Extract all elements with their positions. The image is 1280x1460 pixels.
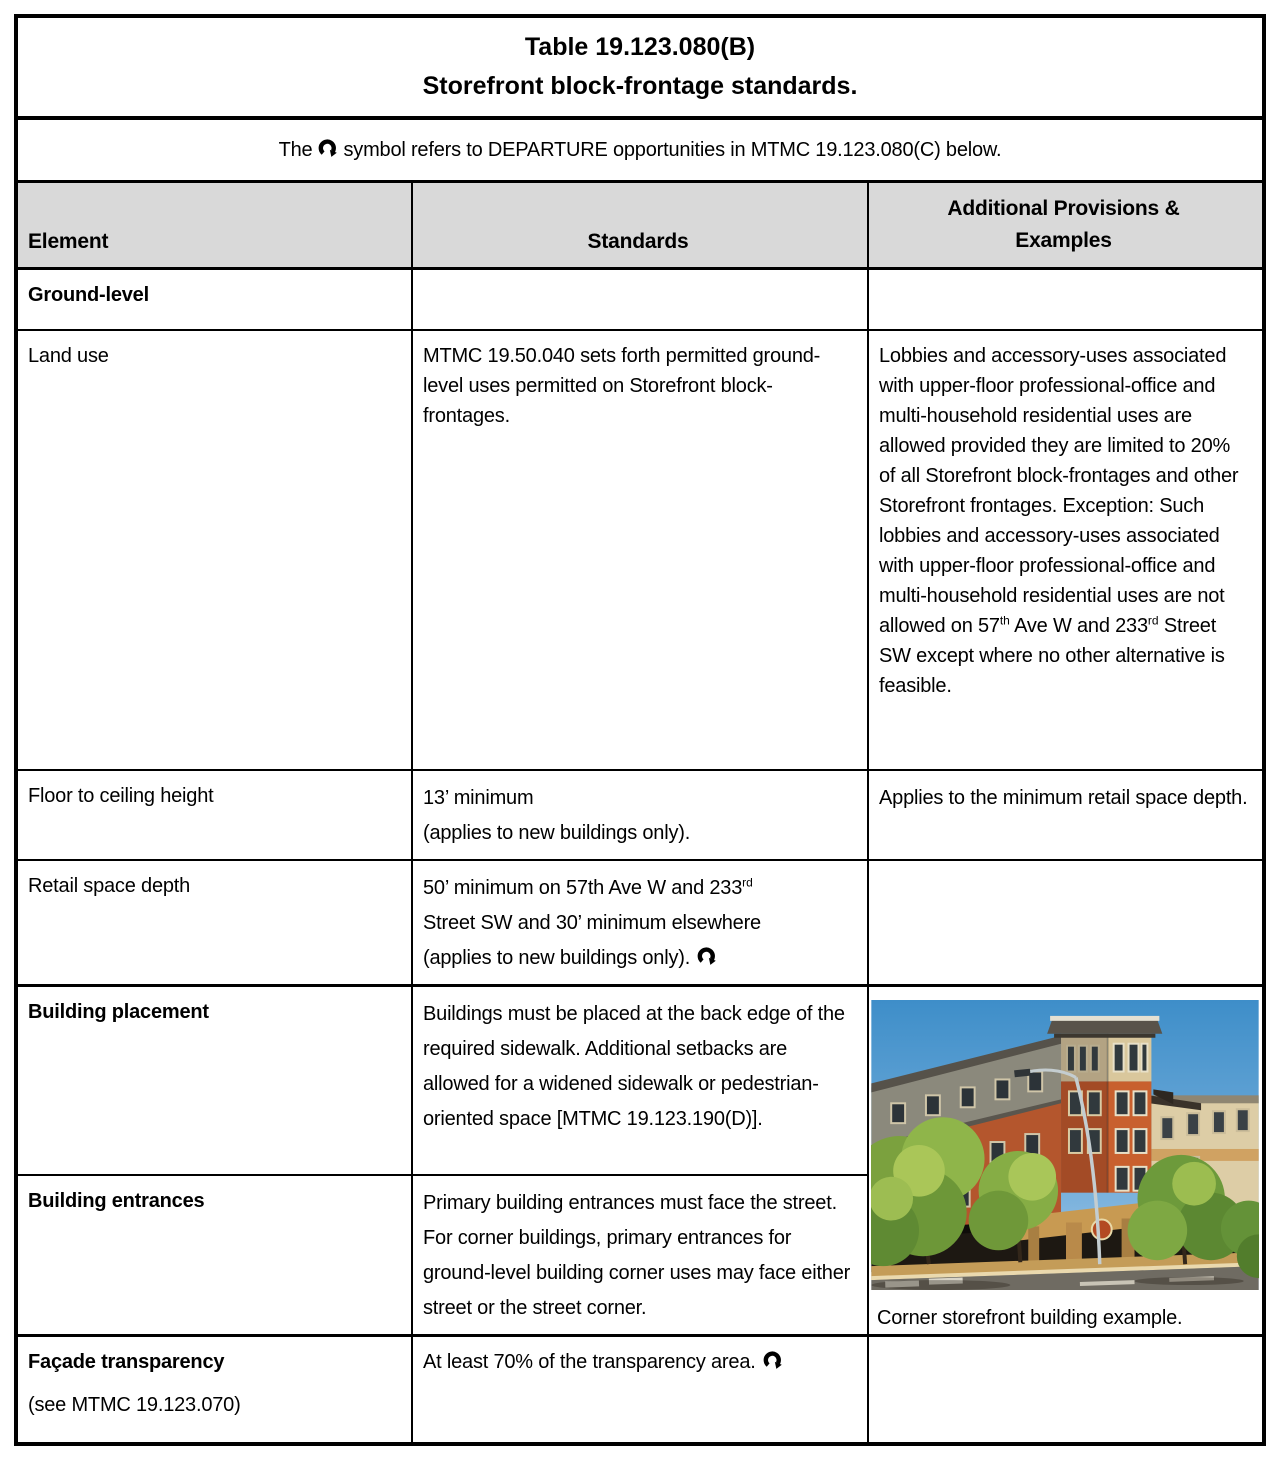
row-building-placement [16,986,1264,1175]
ground-level-label: Ground-level [16,268,412,330]
ground-level-provisions-empty [868,268,1264,330]
building-placement-standards: Buildings must be placed at the back edge of the required sidewalk. Additional setbacks are allowed for a widened sidewalk or pedestrian-oriented space [MTMC 19.123.190(D)]. [412,986,868,1175]
row-ground-level [16,268,1264,330]
corner-storefront-building-photo [871,1000,1259,1290]
floor-height-standards-line2: (applies to new buildings only). [423,822,691,845]
floor-height-standards [412,770,868,860]
table-title-row [16,16,1264,118]
departure-arrow-icon [762,1350,783,1371]
facade-transparency-standards [412,1336,868,1444]
facade-transparency-label-cell [16,1336,412,1444]
floor-height-provisions: Applies to the minimum retail space depth. [868,770,1264,860]
ordinal-suffix: rd [742,875,753,890]
storefront-standards-table [14,14,1266,1446]
building-entrances-label: Building entrances [16,1175,412,1336]
ordinal-suffix: th [999,613,1010,628]
land-use-standards: MTMC 19.50.040 sets forth permitted ground-level uses permitted on Storefront block-frontages. [412,330,868,770]
retail-depth-standards-line3 [423,941,853,976]
note-suffix: symbol refers to DEPARTURE opportunities in MTMC 19.123.080(C) below. [343,138,1002,161]
departure-note-row [16,118,1264,182]
header-provisions: Additional Provisions & Examples [868,181,1264,268]
building-entrances-standards: Primary building entrances must face the street. For corner buildings, primary entrances for ground-level building corner uses may face either street or the street corner. [412,1175,868,1336]
land-use-provisions-text: Lobbies and accessory-uses associated with upper-floor professional-office and multi-household residential uses are allowed provided they are limited to 20% of all Storefront block-frontages and other Storefront frontages. Exception: Such lobbies and accessory-uses associated with upper-floor professional-office and multi-household residential uses are not allowed on 57 [879,345,1239,638]
ground-level-standards-empty [412,268,868,330]
row-facade-transparency [16,1336,1264,1444]
row-land-use [16,330,1264,770]
retail-depth-standards-line2: Street SW and 30’ minimum elsewhere [423,912,761,935]
row-retail-space-depth [16,860,1264,986]
retail-depth-label: Retail space depth [16,860,412,986]
retail-depth-standards-line1 [423,871,853,906]
row-floor-to-ceiling-height [16,770,1264,860]
building-placement-label: Building placement [16,986,412,1175]
column-header-row [16,181,1264,268]
note-prefix: The [278,138,313,161]
floor-height-label: Floor to ceiling height [16,770,412,860]
retail-depth-standards [412,860,868,986]
departure-note [16,118,1264,182]
land-use-provisions [868,330,1264,770]
table-title-line2: Storefront block-frontage standards. [422,71,858,100]
retail-depth-text: 50’ minimum on 57th Ave W and 233 [423,877,743,900]
facade-transparency-text: At least 70% of the transparency area. [423,1351,756,1374]
facade-transparency-provisions-empty [868,1336,1264,1444]
header-standards: Standards [412,181,868,268]
land-use-provisions-text: Ave W and 233 [1009,615,1148,638]
retail-depth-text: (applies to new buildings only). [423,947,691,970]
departure-arrow-icon [317,138,338,159]
floor-height-standards-line1: 13’ minimum [423,787,534,810]
departure-arrow-icon [696,946,717,967]
ordinal-suffix: rd [1147,613,1159,628]
land-use-label: Land use [16,330,412,770]
header-element: Element [16,181,412,268]
table-title [16,16,1264,118]
facade-transparency-label: Façade transparency [28,1351,225,1374]
retail-depth-provisions-empty [868,860,1264,986]
table-title-line1: Table 19.123.080(B) [524,33,756,61]
photo-caption: Corner storefront building example. [877,1307,1183,1330]
facade-transparency-sublabel: (see MTMC 19.123.070) [28,1394,241,1417]
land-use-provisions-text: Street SW except where no other alternative is feasible. [879,615,1225,698]
example-photo-cell [868,986,1264,1336]
